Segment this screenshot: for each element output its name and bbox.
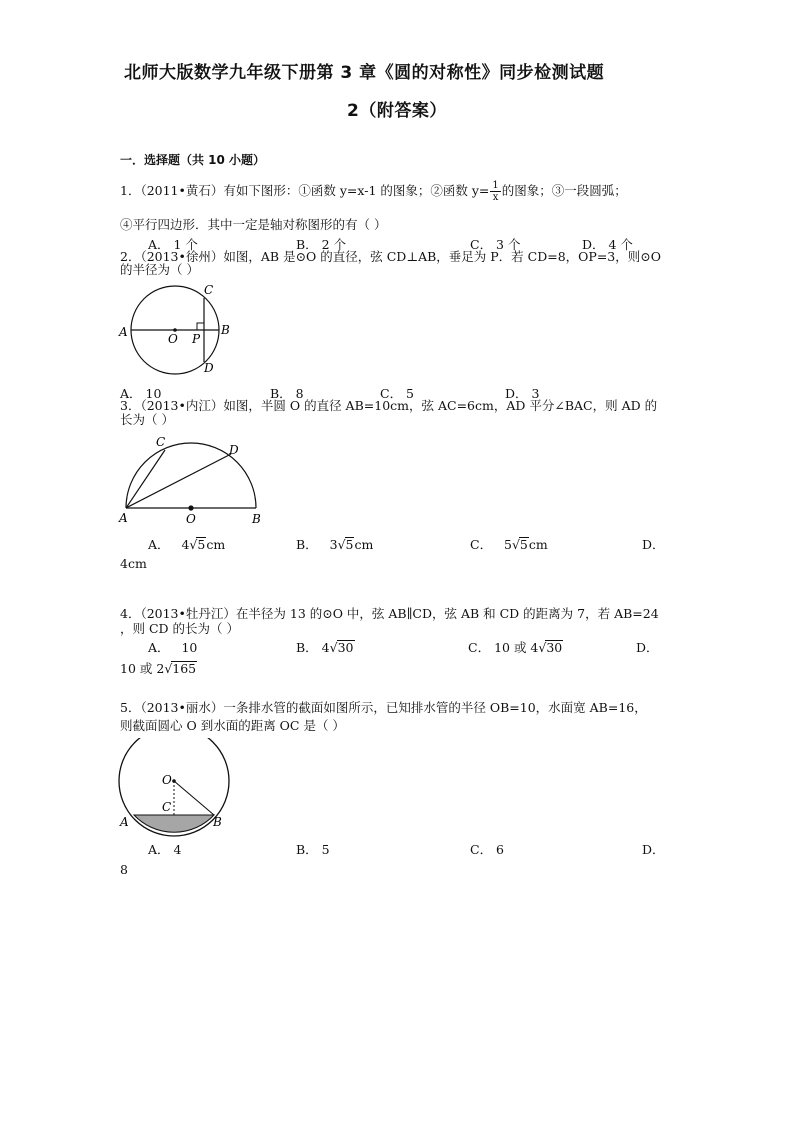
q3-label-o: O: [186, 512, 196, 526]
q4-option-c: C． 10 或 4√30: [468, 640, 563, 655]
q4-option-d-label: D．: [636, 640, 659, 655]
question-2-stem-line2: 的半径为（ ）: [120, 262, 199, 277]
q3-option-b-unit: cm: [354, 537, 374, 552]
q3-option-c-coef: 5: [504, 537, 512, 552]
q1-option-a: A． 1 个: [148, 237, 198, 252]
q4-option-c-radicand: 30: [546, 640, 563, 655]
q3-label-c: C: [156, 435, 166, 449]
q2-label-p: P: [192, 332, 201, 346]
q4-option-c-label: C．: [468, 640, 491, 655]
q1-frac-numerator: 1: [492, 180, 499, 191]
q3-chord-ac: [126, 450, 165, 508]
q4-option-b-radicand: 30: [337, 640, 354, 655]
q4-option-c-coef: 4: [530, 640, 539, 655]
q1-option-d: D． 4 个: [582, 237, 633, 252]
question-5-stem-line2: 则截面圆心 O 到水面的距离 OC 是（ ）: [120, 718, 345, 733]
q5-label-c: C: [162, 800, 172, 814]
question-3-stem-line1: 3．（2013•内江）如图，半圆 O 的直径 AB=10cm，弦 AC=6cm，AD 平分∠BAC，则 AD 的: [120, 398, 658, 413]
q1-option-c: C． 3 个: [470, 237, 521, 252]
q2-label-a: A: [119, 325, 128, 339]
q5-center-dot: [172, 779, 176, 783]
q3-figure: [116, 430, 276, 534]
q3-center-dot: [188, 505, 193, 510]
question-4-stem-line1: 4．（2013•牡丹江）在半径为 13 的⊙O 中，弦 AB∥CD，弦 AB 和 CD 的距离为 7，若 AB=24: [120, 606, 659, 621]
page-title-line2: 2（附答案）: [347, 101, 447, 121]
q3-option-a-label: A．: [148, 537, 170, 552]
question-3-stem-line2: 长为（ ）: [120, 412, 174, 427]
q2-option-a: A． 10: [120, 386, 162, 401]
q3-option-c-unit: cm: [528, 537, 548, 552]
q2-right-angle-mark: [197, 323, 204, 330]
q3-option-b-label: B．: [296, 537, 318, 552]
page-title-line1: 北师大版数学九年级下册第 3 章《圆的对称性》同步检测试题: [124, 63, 605, 83]
q3-option-b-coef: 3: [329, 537, 338, 552]
q4-option-d-prefix: 10 或: [120, 661, 157, 676]
q1-fraction: [490, 180, 500, 203]
q4-option-d-radicand: 165: [172, 661, 197, 676]
q1-stem-part-b: 的图象；③一段圆弧；: [501, 183, 627, 198]
q5-label-a: A: [120, 815, 129, 829]
q3-option-c-label: C．: [470, 537, 493, 552]
section-heading: 一．选择题（共 10 小题）: [120, 153, 266, 167]
q2-label-b: B: [221, 323, 230, 337]
q5-option-d-text: 8: [120, 862, 128, 877]
q2-label-c: C: [204, 283, 214, 297]
q4-option-b-label: B．: [296, 640, 318, 655]
q3-label-b: B: [252, 512, 261, 526]
q5-option-b: B． 5: [296, 842, 330, 857]
q5-option-a: A． 4: [148, 842, 182, 857]
q3-option-a-radicand: 5: [197, 537, 206, 552]
q2-option-d: D． 3: [505, 386, 540, 401]
q3-option-d-text: 4cm: [120, 556, 147, 571]
q5-option-c: C． 6: [470, 842, 504, 857]
q5-water-segment: [134, 815, 214, 832]
q2-option-b: B． 8: [270, 386, 304, 401]
q3-chord-ad: [126, 454, 231, 508]
q1-frac-denominator: x: [492, 192, 499, 203]
question-5-stem-line1: 5．（2013•丽水）一条排水管的截面如图所示，已知排水管的半径 OB=10，水面宽 AB=16，: [120, 700, 647, 715]
q5-label-b: B: [213, 815, 222, 829]
q3-label-a: A: [119, 511, 128, 525]
q3-label-d: D: [229, 443, 239, 457]
q5-radius-ob: [174, 781, 214, 815]
q3-option-b-radicand: 5: [345, 537, 354, 552]
q5-option-d-label: D．: [642, 842, 665, 857]
q1-option-b: B． 2 个: [296, 237, 347, 252]
q3-option-d-label: D．: [642, 537, 665, 552]
q2-option-c: C． 5: [380, 386, 414, 401]
q5-figure: [116, 738, 236, 842]
q4-option-c-prefix: 10 或: [494, 640, 531, 655]
q4-option-b: B． 4√30: [296, 640, 354, 655]
q4-option-d: 10 或 2√165: [120, 661, 197, 676]
question-2-stem-line1: 2．（2013•徐州）如图，AB 是⊙O 的直径，弦 CD⊥AB，垂足为 P．若 CD=8，OP=3，则⊙O: [120, 249, 661, 264]
q3-option-a: A． 4√5cm: [148, 537, 226, 552]
q5-label-o: O: [162, 773, 172, 787]
question-1-stem-line1: [120, 180, 627, 203]
q2-label-o: O: [168, 332, 178, 346]
q3-option-a-coef: 4: [181, 537, 190, 552]
q4-option-a-label: A．: [148, 640, 170, 655]
q3-option-b: B． 3√5cm: [296, 537, 374, 552]
question-4-stem-line2: ，则 CD 的长为（ ）: [120, 621, 240, 636]
q4-option-d-coef: 2: [156, 661, 165, 676]
q2-label-d: D: [204, 361, 214, 375]
question-1-stem-line2: ④平行四边形．其中一定是轴对称图形的有（ ）: [120, 217, 387, 232]
q3-option-a-unit: cm: [206, 537, 226, 552]
q4-option-b-coef: 4: [321, 640, 330, 655]
q3-option-c-radicand: 5: [519, 537, 528, 552]
q4-option-a-text: 10: [181, 640, 198, 655]
q4-option-a: [148, 638, 197, 656]
q3-option-c: C． 5√5cm: [470, 537, 548, 552]
q1-stem-part-a: 1．（2011•黄石）有如下图形：①函数 y=x-1 的图象；②函数 y=: [120, 183, 490, 198]
q2-figure: [116, 278, 236, 382]
